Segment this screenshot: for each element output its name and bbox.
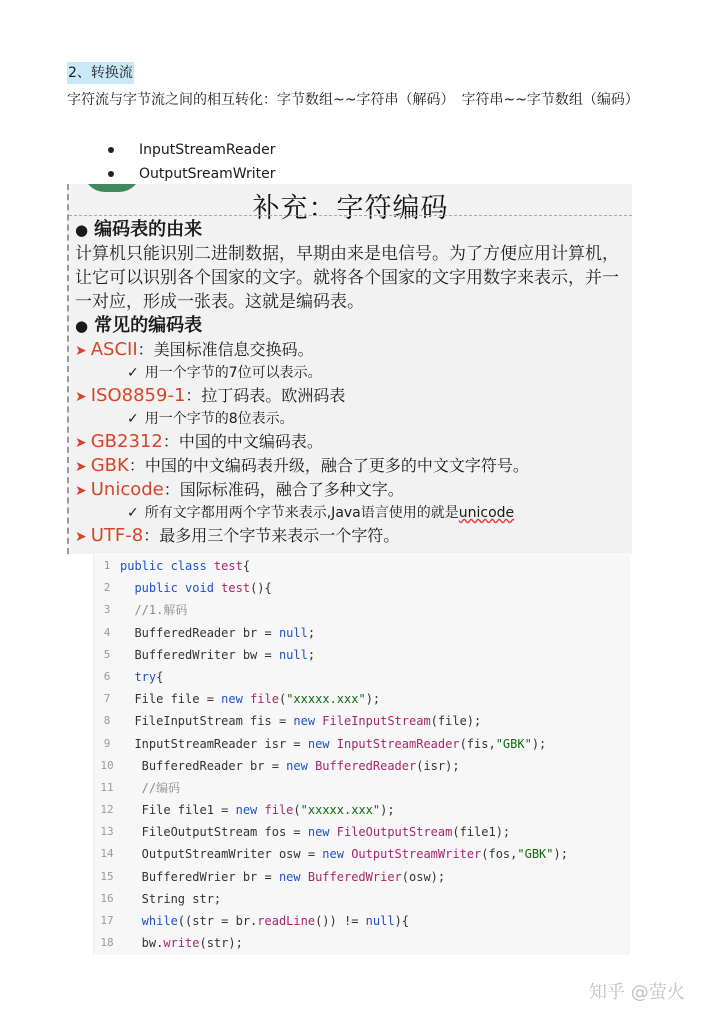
check-icon: ✓ (127, 365, 139, 381)
line-number: 11 (100, 780, 114, 794)
code-token: (fos, (481, 847, 518, 862)
slide-text: 所有文字都用两个字节来表示,Java语言使用的就是 (144, 505, 459, 521)
code-token: (){ (250, 581, 272, 596)
slide-text: ：最多用三个字节来表示一个字符。 (143, 526, 400, 545)
line-number: 1 (103, 559, 111, 572)
encoding-item-unicode (75, 478, 628, 502)
code-token: FileOutputStream fos = (120, 825, 308, 840)
slide-text: ：中国的中文编码表升级，融合了更多的中文文字符号。 (128, 456, 529, 475)
code-token: new (235, 803, 265, 818)
slide-text: 用一个字节的8位表示。 (144, 411, 294, 427)
code-token: ()) != (315, 914, 366, 928)
code-block (93, 555, 630, 955)
slide-title: 补充：字符编码 (252, 193, 449, 224)
bullet-icon: ● (75, 221, 89, 239)
code-token: File file = (120, 692, 222, 707)
line-number: 2 (103, 581, 111, 595)
code-token: ((str = br. (177, 914, 258, 928)
code-token: "xxxxx.xxx" (286, 692, 366, 707)
slide-text: unicode (458, 505, 515, 521)
code-line (94, 932, 630, 954)
section-heading: 2、转换流 (67, 62, 134, 84)
arrow-icon: ➤ (75, 435, 87, 451)
slide-section-heading (75, 314, 628, 338)
code-token: new (286, 758, 316, 773)
code-token: String str; (120, 891, 222, 906)
slide-content (75, 218, 628, 548)
list-item (108, 162, 276, 186)
code-token: FileOutputStream (336, 825, 453, 840)
code-token: new (307, 825, 337, 840)
line-number: 4 (103, 625, 111, 639)
encoding-subitem (75, 408, 628, 430)
code-token: (str); (199, 936, 243, 951)
check-icon: ✓ (127, 505, 139, 521)
code-token: { (156, 669, 164, 684)
code-line (94, 777, 630, 799)
code-token: ; (307, 647, 316, 662)
code-token: ); (531, 736, 547, 751)
code-token: (isr); (416, 758, 460, 773)
arrow-icon: ➤ (75, 389, 87, 405)
line-number: 17 (100, 914, 114, 927)
code-token: FileInputStream fis = (120, 714, 294, 729)
line-number: 14 (100, 847, 114, 861)
code-token: public class (120, 559, 214, 573)
bullet-dot-icon (108, 147, 114, 153)
slide-text: Unicode (90, 479, 164, 500)
line-number: 3 (103, 603, 111, 617)
code-token: BufferedWriter bw = (120, 647, 279, 662)
code-token: file (264, 803, 294, 818)
code-token: "GBK" (495, 736, 532, 751)
code-token: OutputStreamWriter (351, 847, 482, 862)
bullet-icon: ● (75, 317, 89, 335)
slide-text: ISO8859-1 (90, 385, 186, 406)
arrow-icon: ➤ (75, 459, 87, 475)
slide-text: 编码表的由来 (94, 219, 203, 240)
slide-text: ：国际标准码，融合了多种文字。 (163, 480, 404, 499)
code-token: null (278, 647, 308, 662)
zhihu-watermark: 知乎 @萤火 (589, 982, 685, 1003)
bullet-dot-icon (108, 171, 114, 177)
code-token: //1.解码 (120, 603, 188, 618)
slide-title-divider (69, 215, 632, 216)
list-item (108, 138, 276, 162)
code-line (94, 910, 630, 932)
code-token: ); (553, 847, 568, 862)
code-token: BufferedReader br = (120, 625, 279, 640)
code-line (94, 644, 630, 666)
arrow-icon: ➤ (75, 343, 87, 359)
code-token: null (278, 625, 308, 640)
code-token: BufferedWrier br = (120, 869, 279, 884)
intro-paragraph: 字符流与字节流之间的相互转化：字节数组~~字符串（解码） 字符串~~字节数组（编码） (67, 92, 639, 108)
list-item-label: InputStreamReader (139, 142, 276, 158)
code-token: new (322, 847, 352, 862)
code-token: (osw); (401, 869, 446, 884)
code-line (94, 666, 630, 688)
slide-text: ：拉丁码表。欧洲码表 (185, 386, 346, 405)
code-token: (file1); (452, 825, 511, 840)
code-token: new (307, 736, 337, 751)
code-token: test (213, 559, 243, 573)
line-number: 7 (103, 692, 111, 706)
list-item-label: OutputSreamWriter (139, 166, 276, 182)
code-token: File file1 = (120, 803, 236, 818)
code-line (94, 555, 630, 577)
code-token: BufferedReader (315, 758, 417, 773)
line-number: 18 (100, 936, 114, 950)
line-number: 10 (100, 758, 114, 772)
check-icon: ✓ (127, 411, 139, 427)
code-token: ){ (394, 914, 410, 928)
slide-text: ：美国标准信息交换码。 (137, 340, 314, 359)
code-token: ( (278, 692, 287, 707)
code-token: BufferedReader br = (120, 758, 287, 773)
encoding-subitem (75, 502, 628, 524)
code-token: "xxxxx.xxx" (300, 803, 381, 818)
slide-text: ：中国的中文编码表。 (162, 432, 323, 451)
code-token: ); (365, 692, 381, 707)
line-number: 5 (103, 647, 111, 661)
encoding-subitem (75, 362, 628, 384)
code-token: InputStreamReader (336, 736, 460, 751)
arrow-icon: ➤ (75, 483, 87, 499)
code-token: //编码 (120, 780, 181, 795)
code-token: while (120, 914, 178, 928)
line-number: 15 (100, 869, 114, 883)
arrow-icon: ➤ (75, 529, 87, 545)
code-line (94, 755, 630, 777)
code-line (94, 622, 630, 644)
code-line (94, 710, 630, 732)
code-token: BufferedWrier (307, 869, 402, 884)
slide-text: 常见的编码表 (94, 315, 203, 336)
line-number: 13 (100, 825, 114, 839)
code-token: ); (380, 803, 395, 818)
line-number: 12 (100, 803, 114, 817)
code-token: ( (293, 803, 301, 818)
code-line (94, 688, 630, 710)
code-line (94, 843, 630, 865)
code-token: test (221, 581, 251, 596)
encoding-slide-image (67, 184, 632, 554)
code-line (94, 733, 630, 755)
encoding-item-iso (75, 384, 628, 408)
code-line (94, 599, 630, 621)
code-line (94, 577, 630, 599)
code-token: file (250, 692, 279, 707)
encoding-item-gbk (75, 454, 628, 478)
code-token: readLine (257, 914, 316, 928)
class-list (108, 138, 276, 186)
slide-text: GB2312 (90, 431, 163, 452)
code-line (94, 799, 630, 821)
code-token: (file); (430, 714, 482, 729)
slide-section-heading (75, 218, 628, 242)
code-token: null (365, 914, 395, 928)
code-line (94, 866, 630, 888)
slide-text: ASCII (90, 339, 138, 360)
encoding-item-gb2312 (75, 430, 628, 454)
code-token: InputStreamReader isr = (120, 736, 308, 751)
code-token: { (242, 559, 251, 573)
code-token: new (221, 692, 251, 707)
code-token: try (120, 669, 157, 684)
line-number: 6 (103, 669, 111, 683)
line-number: 16 (100, 891, 114, 905)
code-line (94, 821, 630, 843)
code-token: OutputStreamWriter osw = (120, 847, 323, 862)
code-token: (fis, (459, 736, 496, 751)
code-token: "GBK" (517, 847, 554, 862)
code-token: FileInputStream (322, 714, 431, 729)
code-token: new (293, 714, 323, 729)
slide-text: UTF-8 (90, 525, 144, 546)
slide-text: 用一个字节的7位可以表示。 (144, 365, 322, 381)
code-line (94, 888, 630, 910)
code-token: bw. (120, 936, 164, 951)
line-number: 9 (103, 736, 111, 750)
slide-body-text: 计算机只能识别二进制数据，早期由来是电信号。为了方便应用计算机，让它可以识别各个国家的文字。就将各个国家的文字用数字来表示，并一一对应，形成一张表。这就是编码表。 (75, 244, 619, 312)
line-number: 8 (103, 714, 111, 728)
encoding-item-ascii (75, 338, 628, 362)
code-token: public void (120, 581, 222, 596)
code-token: write (163, 936, 200, 951)
slide-text: GBK (90, 455, 129, 476)
code-token: ; (307, 625, 316, 640)
code-token: new (278, 869, 308, 884)
encoding-item-utf8 (75, 524, 628, 548)
